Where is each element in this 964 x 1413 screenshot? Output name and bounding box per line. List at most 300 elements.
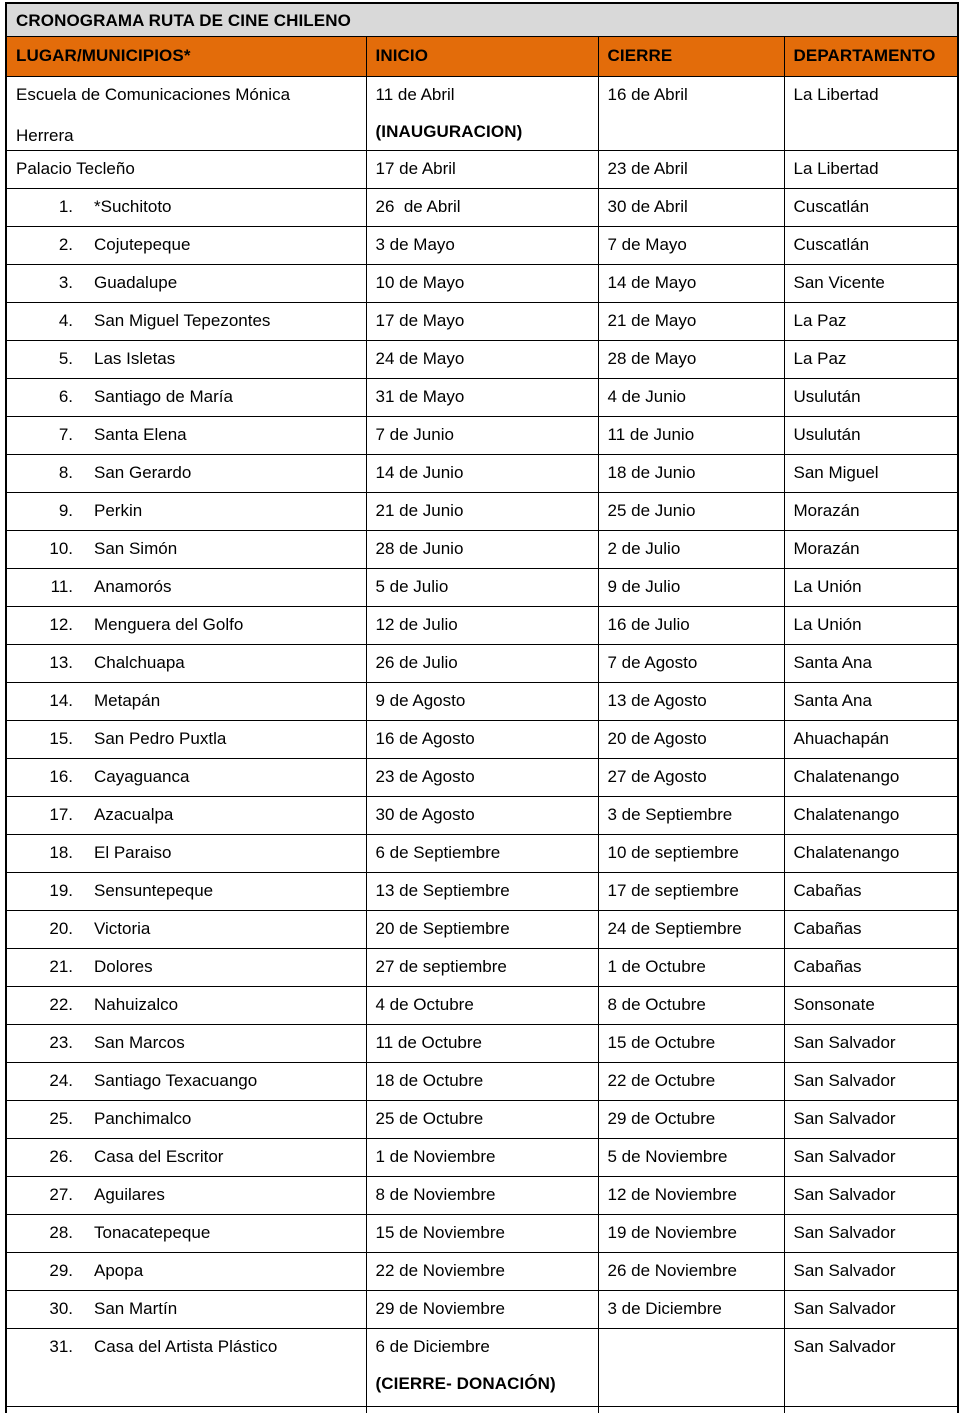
place-name: *Suchitoto <box>94 196 172 216</box>
cell-cierre: 3 de Diciembre <box>598 1290 784 1328</box>
table-row <box>6 986 958 1024</box>
table-row <box>6 1100 958 1138</box>
inicio-date: 26 de Julio <box>375 652 458 672</box>
table-row <box>6 76 958 150</box>
row-number: 12. <box>49 614 73 634</box>
table-row <box>6 1290 958 1328</box>
cell-cierre: 29 de Octubre <box>598 1100 784 1138</box>
table-row <box>6 1024 958 1062</box>
cell-departamento: Santa Ana <box>784 682 958 720</box>
place-line <box>16 880 360 902</box>
cell-cierre: 10 de septiembre <box>598 834 784 872</box>
place-line <box>16 386 360 408</box>
cell-cierre: 8 de Octubre <box>598 986 784 1024</box>
place-name: Cojutepeque <box>94 234 191 254</box>
place-line <box>16 842 360 864</box>
inicio-date: 16 de Agosto <box>375 728 475 748</box>
cell-departamento: Morazán <box>784 530 958 568</box>
place-line <box>16 804 360 826</box>
row-number: 29. <box>49 1260 73 1280</box>
place-name: Menguera del Golfo <box>94 614 244 634</box>
cell-place <box>6 872 366 910</box>
cell-inicio <box>366 530 598 568</box>
cell-place <box>6 1100 366 1138</box>
cell-place <box>6 378 366 416</box>
row-number: 21. <box>49 956 73 976</box>
table-row <box>6 682 958 720</box>
cell-cierre: 19 de Noviembre <box>598 1214 784 1252</box>
inicio-date: 17 de Abril <box>375 158 456 178</box>
row-number: 25. <box>49 1108 73 1128</box>
place-name-line2: Herrera <box>16 125 74 145</box>
table-row <box>6 758 958 796</box>
row-number: 7. <box>58 424 73 444</box>
cell-departamento: La Libertad <box>784 150 958 188</box>
inicio-date: 23 de Agosto <box>375 766 475 786</box>
cell-departamento: Cabañas <box>784 948 958 986</box>
cell-place <box>6 1252 366 1290</box>
cell-cierre: 22 de Octubre <box>598 1062 784 1100</box>
table-row <box>6 264 958 302</box>
inicio-date: 6 de Septiembre <box>375 842 501 862</box>
cell-place <box>6 264 366 302</box>
row-number: 30. <box>49 1298 73 1318</box>
row-number: 22. <box>49 994 73 1014</box>
place-line <box>16 1298 360 1320</box>
table-row <box>6 1176 958 1214</box>
place-line <box>16 272 360 294</box>
row-number: 23. <box>49 1032 73 1052</box>
place-line <box>16 1070 360 1092</box>
cell-inicio <box>366 226 598 264</box>
row-number: 17. <box>49 804 73 824</box>
cell-departamento: Cuscatlán <box>784 188 958 226</box>
inicio-date: 20 de Septiembre <box>375 918 510 938</box>
place-line <box>16 234 360 256</box>
place-name: Tonacatepeque <box>94 1222 211 1242</box>
inicio-date: 15 de Noviembre <box>375 1222 505 1242</box>
row-number: 10. <box>49 538 73 558</box>
cell-inicio <box>366 1214 598 1252</box>
place-line <box>16 690 360 712</box>
place-name: Guadalupe <box>94 272 178 292</box>
cell-place <box>6 76 366 150</box>
cell-inicio <box>366 1100 598 1138</box>
place-name: Santa Elena <box>94 424 187 444</box>
cell-inicio <box>366 644 598 682</box>
place-line <box>16 500 360 522</box>
table-row <box>6 720 958 758</box>
inicio-note: (CIERRE- DONACIÓN) <box>375 1373 556 1393</box>
cell-cierre: 16 de Julio <box>598 606 784 644</box>
place-name: Palacio Tecleño <box>16 158 135 178</box>
cell-departamento: Ahuachapán <box>784 720 958 758</box>
place-line <box>16 1260 360 1282</box>
place-name: San Martín <box>94 1298 178 1318</box>
cell-departamento: San Salvador <box>784 1176 958 1214</box>
inicio-date: 11 de Octubre <box>375 1032 482 1052</box>
inicio-date: 30 de Agosto <box>375 804 475 824</box>
cell-inicio <box>366 720 598 758</box>
cell-departamento: San Salvador <box>784 1214 958 1252</box>
cell-inicio <box>366 492 598 530</box>
place-line <box>16 994 360 1016</box>
cell-inicio <box>366 682 598 720</box>
cell-departamento: Sonsonate <box>784 986 958 1024</box>
cell-cierre: 13 de Agosto <box>598 682 784 720</box>
row-number: 26. <box>49 1146 73 1166</box>
inicio-date: 25 de Octubre <box>375 1108 484 1128</box>
inicio-note: (INAUGURACION) <box>375 121 523 141</box>
table-row <box>6 188 958 226</box>
inicio-date: 8 de Noviembre <box>375 1184 496 1204</box>
cell-cierre: 16 de Abril <box>598 76 784 150</box>
cell-inicio <box>366 910 598 948</box>
table-row <box>6 302 958 340</box>
cell-cierre: 3 de Septiembre <box>598 796 784 834</box>
cell-empty <box>784 1406 958 1413</box>
cell-cierre: 24 de Septiembre <box>598 910 784 948</box>
table-header-row <box>6 36 958 76</box>
inicio-date: 29 de Noviembre <box>375 1298 505 1318</box>
cell-departamento: Chalatenango <box>784 834 958 872</box>
cell-cierre <box>598 1328 784 1406</box>
inicio-date: 10 de Mayo <box>375 272 465 292</box>
cell-inicio <box>366 872 598 910</box>
row-number: 16. <box>49 766 73 786</box>
inicio-date: 17 de Mayo <box>375 310 465 330</box>
place-name: Perkin <box>94 500 143 520</box>
place-name: Las Isletas <box>94 348 176 368</box>
cell-place <box>6 606 366 644</box>
table-row <box>6 530 958 568</box>
row-number: 11. <box>50 576 73 596</box>
cell-cierre: 18 de Junio <box>598 454 784 492</box>
place-line <box>16 918 360 940</box>
place-line <box>16 158 360 180</box>
schedule-table <box>5 2 959 1413</box>
inicio-date: 14 de Junio <box>375 462 464 482</box>
cell-inicio <box>366 188 598 226</box>
cell-place <box>6 492 366 530</box>
table-row <box>6 872 958 910</box>
cell-departamento: San Salvador <box>784 1328 958 1406</box>
cell-cierre: 21 de Mayo <box>598 302 784 340</box>
inicio-date: 22 de Noviembre <box>375 1260 505 1280</box>
cell-cierre: 23 de Abril <box>598 150 784 188</box>
cell-place <box>6 1024 366 1062</box>
table-title-row <box>6 3 958 36</box>
place-name: Chalchuapa <box>94 652 185 672</box>
cell-departamento: San Salvador <box>784 1062 958 1100</box>
inicio-date: 6 de Diciembre <box>375 1336 490 1356</box>
column-header-inicio: INICIO <box>366 36 598 76</box>
cell-place <box>6 1176 366 1214</box>
cell-cierre: 7 de Mayo <box>598 226 784 264</box>
inicio-date: 13 de Septiembre <box>375 880 510 900</box>
place-name: Cayaguanca <box>94 766 190 786</box>
inicio-date: 9 de Agosto <box>375 690 466 710</box>
inicio-date: 24 de Mayo <box>375 348 465 368</box>
cell-place <box>6 1290 366 1328</box>
cell-place <box>6 796 366 834</box>
row-number: 1. <box>58 196 73 216</box>
place-name: San Gerardo <box>94 462 192 482</box>
column-header-cierre: CIERRE <box>598 36 784 76</box>
place-line <box>16 576 360 598</box>
cell-inicio <box>366 758 598 796</box>
place-line <box>16 84 360 106</box>
table-row <box>6 1062 958 1100</box>
place-name: Dolores <box>94 956 153 976</box>
inicio-date: 5 de Julio <box>375 576 449 596</box>
cell-place <box>6 568 366 606</box>
place-name: San Pedro Puxtla <box>94 728 227 748</box>
cell-cierre: 2 de Julio <box>598 530 784 568</box>
table-row <box>6 796 958 834</box>
cell-inicio <box>366 986 598 1024</box>
cell-departamento: La Unión <box>784 568 958 606</box>
cell-departamento: La Libertad <box>784 76 958 150</box>
place-line <box>16 766 360 788</box>
cell-place <box>6 188 366 226</box>
place-line <box>16 1222 360 1244</box>
cell-place <box>6 1328 366 1406</box>
cell-cierre: 11 de Junio <box>598 416 784 454</box>
cell-cierre: 12 de Noviembre <box>598 1176 784 1214</box>
cell-departamento: Chalatenango <box>784 796 958 834</box>
place-line <box>16 728 360 750</box>
cell-inicio <box>366 1252 598 1290</box>
table-row <box>6 378 958 416</box>
table-row <box>6 910 958 948</box>
cell-departamento: San Miguel <box>784 454 958 492</box>
place-line <box>16 1108 360 1130</box>
place-name: San Marcos <box>94 1032 185 1052</box>
cell-inicio <box>366 416 598 454</box>
table-row <box>6 834 958 872</box>
cell-departamento: Usulután <box>784 416 958 454</box>
table-row <box>6 568 958 606</box>
column-header-lugar: LUGAR/MUNICIPIOS* <box>6 36 366 76</box>
cell-cierre: 20 de Agosto <box>598 720 784 758</box>
inicio-date: 11 de Abril <box>375 84 455 104</box>
place-name: Nahuizalco <box>94 994 179 1014</box>
cell-place <box>6 1062 366 1100</box>
place-line <box>16 462 360 484</box>
cell-cierre: 5 de Noviembre <box>598 1138 784 1176</box>
cell-inicio <box>366 1062 598 1100</box>
row-number: 19. <box>49 880 73 900</box>
row-number: 3. <box>58 272 73 292</box>
cell-cierre: 14 de Mayo <box>598 264 784 302</box>
cell-inicio <box>366 302 598 340</box>
inicio-date: 21 de Junio <box>375 500 464 520</box>
inicio-date: 26 de Abril <box>375 196 461 216</box>
place-name: Anamorós <box>94 576 172 596</box>
row-number: 8. <box>58 462 73 482</box>
cell-empty <box>598 1406 784 1413</box>
inicio-date: 4 de Octubre <box>375 994 474 1014</box>
cell-inicio <box>366 1328 598 1406</box>
row-number: 31. <box>49 1336 73 1356</box>
place-line <box>16 652 360 674</box>
cell-inicio <box>366 606 598 644</box>
cell-departamento: Morazán <box>784 492 958 530</box>
row-number: 20. <box>49 918 73 938</box>
cell-cierre: 28 de Mayo <box>598 340 784 378</box>
row-number: 6. <box>58 386 73 406</box>
place-name: Santiago Texacuango <box>94 1070 258 1090</box>
cell-place <box>6 416 366 454</box>
cell-empty <box>6 1406 366 1413</box>
table-row <box>6 644 958 682</box>
row-number: 4. <box>58 310 73 330</box>
place-name: Metapán <box>94 690 161 710</box>
table-row <box>6 948 958 986</box>
row-number: 28. <box>49 1222 73 1242</box>
cell-cierre: 9 de Julio <box>598 568 784 606</box>
table-row <box>6 150 958 188</box>
place-line <box>16 614 360 636</box>
row-number: 24. <box>49 1070 73 1090</box>
cell-place <box>6 1214 366 1252</box>
cell-departamento: San Salvador <box>784 1024 958 1062</box>
cell-inicio <box>366 948 598 986</box>
row-number: 9. <box>58 500 73 520</box>
cell-inicio <box>366 454 598 492</box>
place-name: El Paraiso <box>94 842 172 862</box>
cell-departamento: Cabañas <box>784 872 958 910</box>
cell-place <box>6 910 366 948</box>
cell-departamento: Usulután <box>784 378 958 416</box>
inicio-date: 18 de Octubre <box>375 1070 484 1090</box>
place-line <box>16 1032 360 1054</box>
inicio-date: 28 de Junio <box>375 538 464 558</box>
cell-departamento: La Unión <box>784 606 958 644</box>
inicio-date: 12 de Julio <box>375 614 458 634</box>
cell-departamento: San Salvador <box>784 1138 958 1176</box>
cell-departamento: La Paz <box>784 340 958 378</box>
cell-cierre: 7 de Agosto <box>598 644 784 682</box>
cell-place <box>6 530 366 568</box>
cell-inicio <box>366 340 598 378</box>
table-row-partial <box>6 1406 958 1413</box>
cell-departamento: San Vicente <box>784 264 958 302</box>
cell-inicio <box>366 834 598 872</box>
cell-inicio <box>366 264 598 302</box>
place-line <box>16 196 360 218</box>
place-line <box>16 1146 360 1168</box>
table-row <box>6 606 958 644</box>
place-name: Santiago de María <box>94 386 233 406</box>
cell-inicio <box>366 1176 598 1214</box>
place-name: San Simón <box>94 538 178 558</box>
row-number: 2. <box>58 234 73 254</box>
table-row <box>6 1214 958 1252</box>
cell-cierre: 25 de Junio <box>598 492 784 530</box>
cell-place <box>6 302 366 340</box>
place-line <box>16 538 360 560</box>
cell-place <box>6 454 366 492</box>
cell-inicio <box>366 1024 598 1062</box>
cell-inicio <box>366 1290 598 1328</box>
cell-inicio <box>366 378 598 416</box>
cell-inicio <box>366 76 598 150</box>
cell-cierre: 1 de Octubre <box>598 948 784 986</box>
cell-empty <box>366 1406 598 1413</box>
cell-place <box>6 682 366 720</box>
cell-cierre: 17 de septiembre <box>598 872 784 910</box>
cell-place <box>6 948 366 986</box>
cell-departamento: Chalatenango <box>784 758 958 796</box>
cell-cierre: 27 de Agosto <box>598 758 784 796</box>
table-row <box>6 226 958 264</box>
row-number: 13. <box>49 652 73 672</box>
table-row <box>6 492 958 530</box>
cell-departamento: Cuscatlán <box>784 226 958 264</box>
place-line <box>16 956 360 978</box>
inicio-date: 31 de Mayo <box>375 386 465 406</box>
place-line <box>16 310 360 332</box>
table-row <box>6 416 958 454</box>
place-name: Victoria <box>94 918 151 938</box>
cell-place <box>6 1138 366 1176</box>
table-row <box>6 454 958 492</box>
table-row <box>6 340 958 378</box>
place-name: San Miguel Tepezontes <box>94 310 271 330</box>
inicio-date: 1 de Noviembre <box>375 1146 496 1166</box>
place-name: Sensuntepeque <box>94 880 214 900</box>
column-header-departamento: DEPARTAMENTO <box>784 36 958 76</box>
inicio-date: 3 de Mayo <box>375 234 455 254</box>
cell-place <box>6 758 366 796</box>
place-name: Azacualpa <box>94 804 174 824</box>
cell-inicio <box>366 150 598 188</box>
cell-cierre: 30 de Abril <box>598 188 784 226</box>
row-number: 15. <box>49 728 73 748</box>
cell-place <box>6 834 366 872</box>
place-name: Casa del Artista Plástico <box>94 1336 278 1356</box>
table-row <box>6 1328 958 1406</box>
place-name: Apopa <box>94 1260 144 1280</box>
cell-departamento: San Salvador <box>784 1290 958 1328</box>
cell-place <box>6 226 366 264</box>
inicio-date: 27 de septiembre <box>375 956 507 976</box>
cell-place <box>6 644 366 682</box>
place-line <box>16 424 360 446</box>
table-row <box>6 1252 958 1290</box>
place-line <box>16 1336 360 1358</box>
place-name: Escuela de Comunicaciones Mónica <box>16 84 291 104</box>
table-row <box>6 1138 958 1176</box>
row-number: 14. <box>49 690 73 710</box>
row-number: 5. <box>58 348 73 368</box>
cell-place <box>6 340 366 378</box>
place-line <box>16 348 360 370</box>
cell-place <box>6 150 366 188</box>
cell-departamento: San Salvador <box>784 1252 958 1290</box>
place-name: Casa del Escritor <box>94 1146 224 1166</box>
cell-place <box>6 986 366 1024</box>
cell-inicio <box>366 1138 598 1176</box>
cell-departamento: San Salvador <box>784 1100 958 1138</box>
cell-cierre: 15 de Octubre <box>598 1024 784 1062</box>
cell-inicio <box>366 796 598 834</box>
inicio-date: 7 de Junio <box>375 424 454 444</box>
place-name: Aguilares <box>94 1184 165 1204</box>
cell-cierre: 26 de Noviembre <box>598 1252 784 1290</box>
